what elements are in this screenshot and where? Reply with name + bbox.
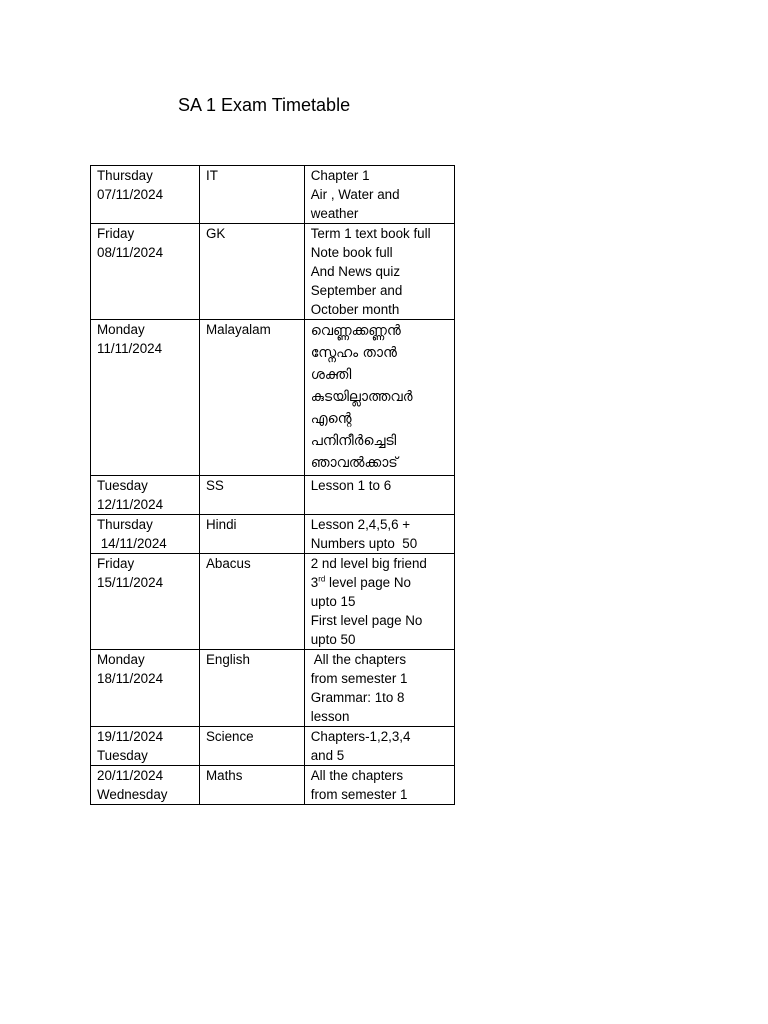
table-row	[91, 650, 455, 727]
subject-cell: IT	[199, 166, 304, 224]
day-text: Monday	[97, 322, 145, 337]
date-text: 07/11/2024	[97, 187, 164, 202]
date-cell	[91, 515, 200, 554]
portion-line: All the chapters	[310, 652, 407, 667]
portion-line: എന്റെ	[310, 411, 352, 427]
portion-line: ശക്തി	[310, 367, 352, 383]
page-title: SA 1 Exam Timetable	[178, 95, 351, 115]
portion-text: level page No	[329, 575, 411, 590]
date-cell	[91, 766, 200, 805]
portion-line: സ്നേഹം താൻ	[310, 345, 397, 361]
table-row	[91, 476, 455, 515]
date-text: 11/11/2024	[97, 341, 163, 356]
portion-line: Numbers upto 50	[310, 536, 418, 551]
portion-line: Air , Water and	[310, 187, 400, 202]
portion-line: കുടയില്ലാത്തവർ	[310, 389, 413, 405]
subject-cell: Maths	[199, 766, 304, 805]
subject-cell: English	[199, 650, 304, 727]
portion-line: All the chapters	[310, 768, 404, 783]
portion-line: upto 15	[310, 594, 356, 609]
portions-cell	[304, 650, 454, 727]
portion-line: വെണ്ണക്കണ്ണൻ	[310, 323, 401, 339]
portion-line: October month	[310, 302, 400, 317]
portion-line: and 5	[310, 748, 345, 763]
portion-line: ഞാവൽക്കാട്	[310, 455, 398, 471]
portions-cell	[304, 515, 454, 554]
portion-line: Chapters-1,2,3,4	[310, 729, 411, 744]
table-row	[91, 766, 455, 805]
portion-line: upto 50	[310, 632, 356, 647]
table-row	[91, 727, 455, 766]
portions-cell	[304, 320, 454, 476]
portion-line: Note book full	[310, 245, 393, 260]
portions-cell	[304, 727, 454, 766]
day-text: Friday	[97, 556, 135, 571]
day-text: Thursday	[97, 168, 153, 183]
subject-cell: GK	[199, 224, 304, 320]
subject-cell: Hindi	[199, 515, 304, 554]
table-row	[91, 166, 455, 224]
subject-cell: SS	[199, 476, 304, 515]
ordinal-number: 3	[310, 575, 319, 590]
day-text: Friday	[97, 226, 135, 241]
date-text: 12/11/2024	[97, 497, 164, 512]
portion-line: Term 1 text book full	[310, 226, 431, 241]
date-cell	[91, 650, 200, 727]
portion-line: lesson	[310, 709, 350, 724]
date-cell	[91, 727, 200, 766]
day-text: Tuesday	[97, 748, 148, 763]
portion-line: പനിനീർച്ചെടി	[310, 433, 397, 449]
day-text: Wednesday	[97, 787, 168, 802]
date-cell	[91, 554, 200, 650]
portions-cell	[304, 166, 454, 224]
date-text: 08/11/2024	[97, 245, 164, 260]
portion-line: Lesson 2,4,5,6 +	[310, 517, 411, 532]
exam-timetable	[90, 165, 455, 805]
portions-cell	[304, 554, 454, 650]
date-text: 20/11/2024	[97, 768, 164, 783]
portions-cell	[304, 476, 454, 515]
day-text: Tuesday	[97, 478, 148, 493]
table-row	[91, 515, 455, 554]
subject-cell: Science	[199, 727, 304, 766]
portion-line: from semester 1	[310, 787, 408, 802]
portion-line: weather	[310, 206, 359, 221]
subject-cell: Abacus	[199, 554, 304, 650]
date-cell	[91, 166, 200, 224]
date-text: 14/11/2024	[97, 536, 167, 551]
portions-cell	[304, 224, 454, 320]
table-row	[91, 320, 455, 476]
date-text: 18/11/2024	[97, 671, 164, 686]
ordinal-suffix: rd	[318, 574, 326, 584]
portions-cell	[304, 766, 454, 805]
date-cell	[91, 476, 200, 515]
table-row	[91, 554, 455, 650]
date-text: 15/11/2024	[97, 575, 164, 590]
day-text: Monday	[97, 652, 145, 667]
date-text: 19/11/2024	[97, 729, 164, 744]
portion-line: Grammar: 1to 8	[310, 690, 405, 705]
portion-line: Chapter 1	[310, 168, 370, 183]
portion-line: 2 nd level big friend	[310, 556, 427, 571]
table-row	[91, 224, 455, 320]
portion-line: September and	[310, 283, 403, 298]
subject-cell: Malayalam	[199, 320, 304, 476]
portion-line: And News quiz	[310, 264, 401, 279]
date-cell	[91, 224, 200, 320]
portion-line: First level page No	[310, 613, 423, 628]
portion-line: from semester 1	[310, 671, 408, 686]
date-cell	[91, 320, 200, 476]
portion-line: Lesson 1 to 6	[310, 478, 392, 493]
portion-line	[311, 573, 454, 592]
day-text: Thursday	[97, 517, 153, 532]
